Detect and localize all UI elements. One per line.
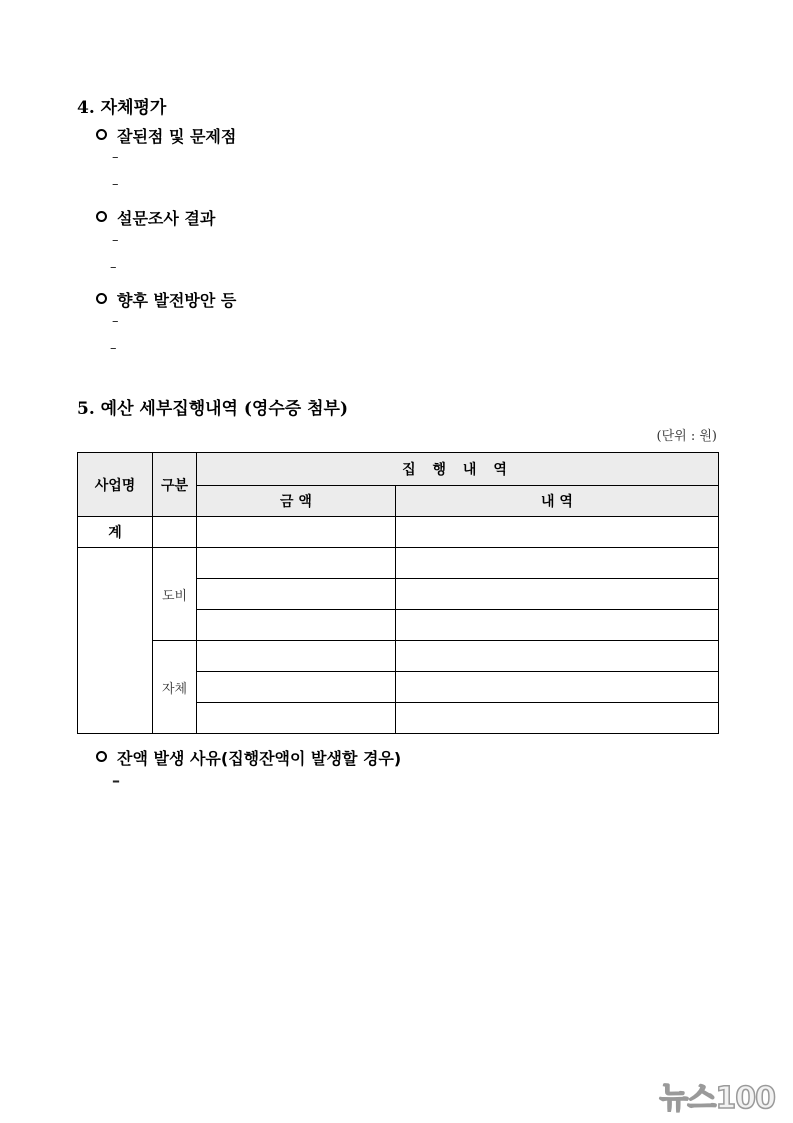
table-row-sum — [78, 517, 719, 548]
header-details: 내 역 — [396, 486, 719, 517]
dash-line: – — [112, 771, 120, 790]
table-cell[interactable] — [396, 610, 719, 641]
item-label: 설문조사 결과 — [117, 209, 216, 228]
table-cell[interactable] — [396, 641, 719, 672]
section5-title: 5. 예산 세부집행내역 (영수증 첨부) — [77, 399, 348, 419]
dash-line: – — [112, 233, 119, 248]
table-cell[interactable] — [197, 641, 396, 672]
unit-label: (단위 : 원) — [656, 429, 717, 444]
item-label: 향후 발전방안 등 — [117, 291, 237, 310]
dash-line: – — [110, 260, 117, 275]
dash-line: – — [112, 150, 119, 165]
table-cell[interactable] — [197, 703, 396, 734]
table-cell[interactable] — [197, 517, 396, 548]
table-cell[interactable] — [197, 610, 396, 641]
dash-line: – — [112, 177, 119, 192]
sum-label: 계 — [78, 517, 153, 548]
news100-logo: 뉴스100 — [659, 1081, 775, 1116]
header-business-name: 사업명 — [78, 453, 153, 517]
table-cell[interactable] — [153, 517, 197, 548]
remainder-reason — [96, 746, 401, 769]
table-cell[interactable] — [197, 672, 396, 703]
circle-bullet-icon — [96, 211, 107, 222]
table-row — [78, 548, 719, 579]
table-cell[interactable] — [396, 548, 719, 579]
circle-bullet-icon — [96, 751, 107, 762]
table-cell[interactable] — [396, 672, 719, 703]
header-amount: 금 액 — [197, 486, 396, 517]
table-cell[interactable] — [197, 579, 396, 610]
table-cell[interactable] — [396, 517, 719, 548]
circle-bullet-icon — [96, 129, 107, 140]
item-label: 잔액 발생 사유(집행잔액이 발생할 경우) — [117, 749, 402, 768]
budget-table — [77, 452, 719, 734]
header-category: 구분 — [153, 453, 197, 517]
section4-item-strengths — [96, 124, 236, 147]
business-name-cell[interactable] — [78, 548, 153, 734]
table-header-row — [78, 453, 719, 486]
dash-line: – — [110, 341, 117, 356]
circle-bullet-icon — [96, 293, 107, 304]
category-self: 자체 — [153, 641, 197, 734]
section4-title: 4. 자체평가 — [77, 98, 167, 118]
table-row — [78, 641, 719, 672]
table-cell[interactable] — [197, 548, 396, 579]
header-execution: 집 행 내 역 — [197, 453, 719, 486]
section4-item-survey — [96, 206, 215, 229]
item-label: 잘된점 및 문제점 — [117, 127, 237, 146]
section4-item-future — [96, 288, 236, 311]
table-cell[interactable] — [396, 579, 719, 610]
category-provincial: 도비 — [153, 548, 197, 641]
dash-line: – — [112, 314, 119, 329]
table-cell[interactable] — [396, 703, 719, 734]
